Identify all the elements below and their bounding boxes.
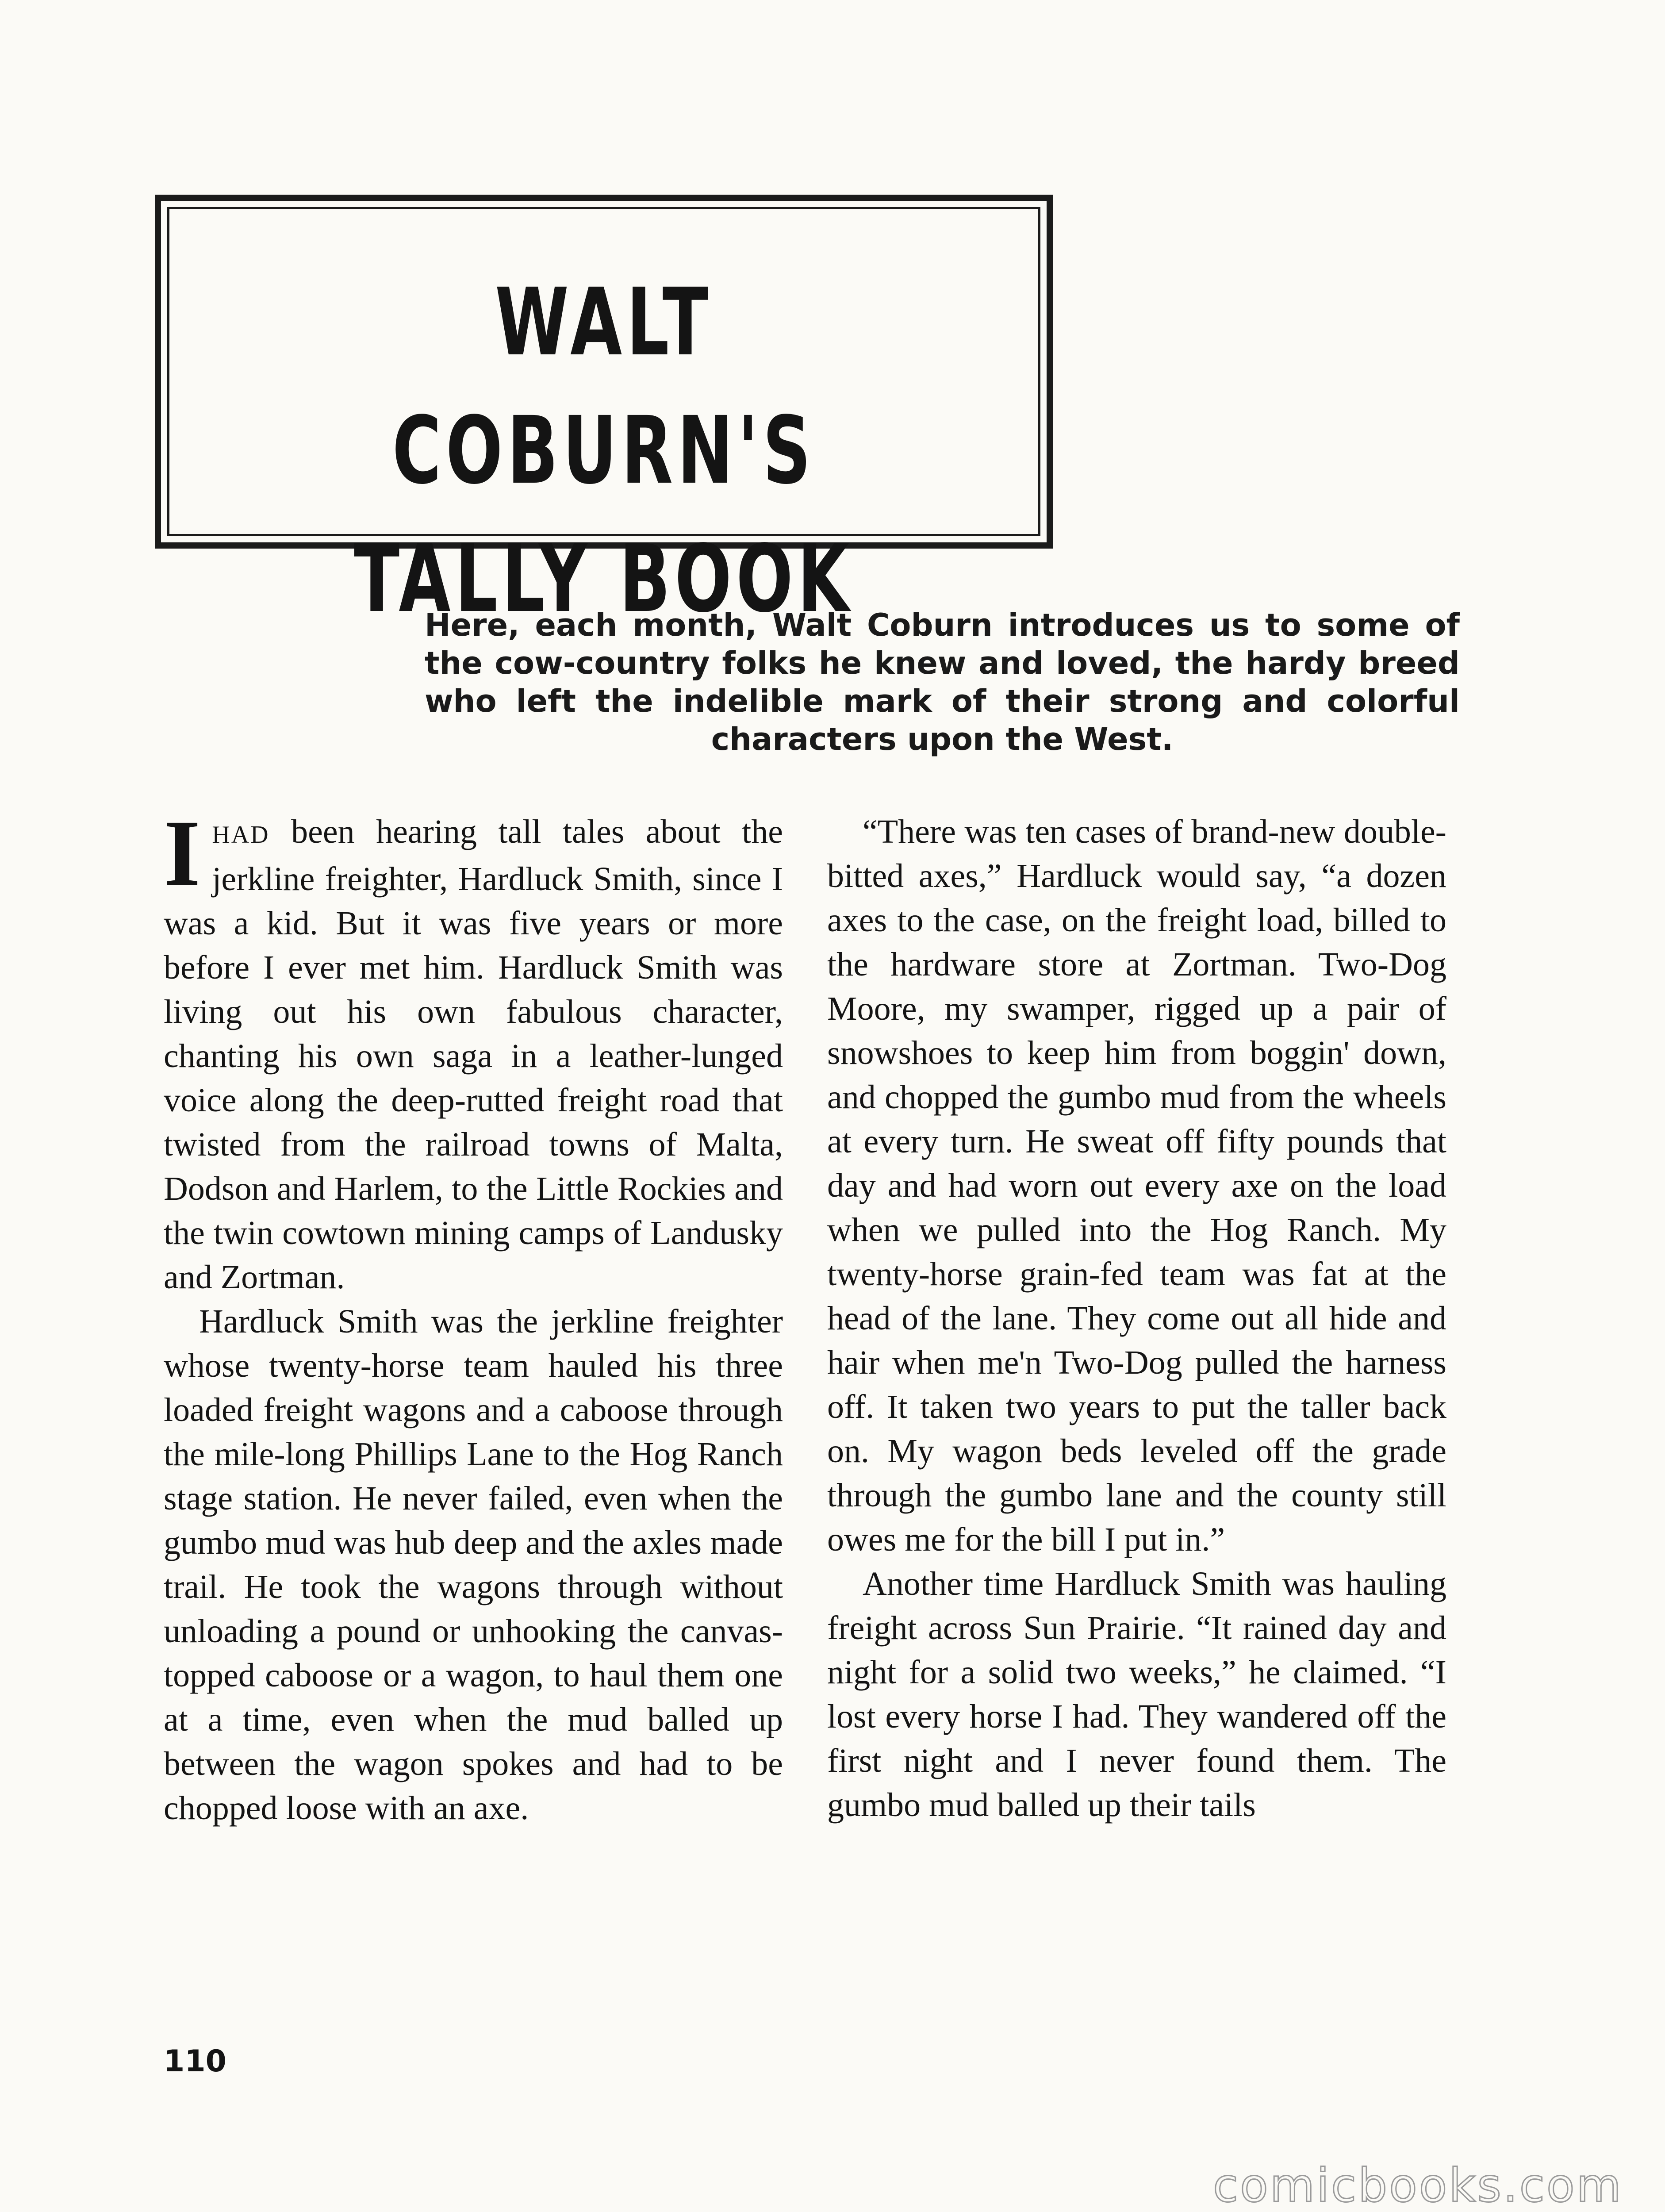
page-title [285,258,922,643]
article-paragraph-4: Another time Hardluck Smith was hauling freight across Sun Prairie. “It rained day and night for a solid two weeks,” he claimed. “I lost every horse I had. They wandered off the first night and I never found them. The gumbo mud balled up their tails [827,1565,1446,1824]
intro-blurb: Here, each month, Walt Coburn introduces us to some of the cow-country folks he knew and loved, the hardy breed who left the indelible mark of their strong and colorful characters upon the West. [425,607,1460,757]
article-paragraph-2: Hardluck Smith was the jerkline freighter whose twenty-horse team hauled his three loaded freight wagons and a caboose through the mile-long Phillips Lane to the Hog Ranch stage station. He never failed, even when the gumbo mud was hub deep and the axles made trail. He took the wagons through without unloading a pound or unhooking the canvas-topped caboose or a wagon, to haul them one at a time, even when the mud balled up between the wagon spokes and had to be chopped loose with an axe. [164,1303,783,1827]
title-line-2: TALLY BOOK [354,525,854,633]
article-paragraph-1 [164,801,783,1299]
article-column-right [827,810,1446,1827]
page-number: 110 [164,2044,226,2079]
article-column-left [164,801,783,1830]
article-paragraph-3: “There was ten cases of brand-new double-bitted axes,” Hardluck would say, “a dozen axes to the case, on the freight load, billed to the hardware store at Zortman. Two-Dog Moore, my swamper, rigged up a pair of snowshoes to keep him from boggin' down, and chopped the gumbo mud from the wheels at every turn. He sweat off fifty pounds that day and had worn out every axe on the load when we pulled into the Hog Ranch. My twenty-horse grain-fed team was fat at the head of the lane. They come out all hide and hair when me'n Two-Dog pulled the harness off. It taken two years to put the taller back on. My wagon beds leveled off the grade through the gumbo lane and the county still owes me for the bill I put in.” [827,813,1446,1558]
drop-cap: I [164,801,201,906]
paragraph-1-text: been hearing tall tales about the jerkline freighter, Hardluck Smith, since I was a kid. But it was five years or more before I ever met him. Hardluck Smith was living out his own fabulous character, chanting his own saga in a leather-lunged voice along the deep-rutted freight road that twisted from the railroad towns of Malta, Dodson and Harlem, to the Little Rockies and the twin cowtown mining camps of Landusky and Zortman. [164,813,783,1296]
watermark: comicbooks.com [1212,2158,1623,2212]
title-box [155,195,1053,633]
lead-smallcap: HAD [212,821,270,849]
title-line-1: WALT COBURN'S [392,268,816,505]
